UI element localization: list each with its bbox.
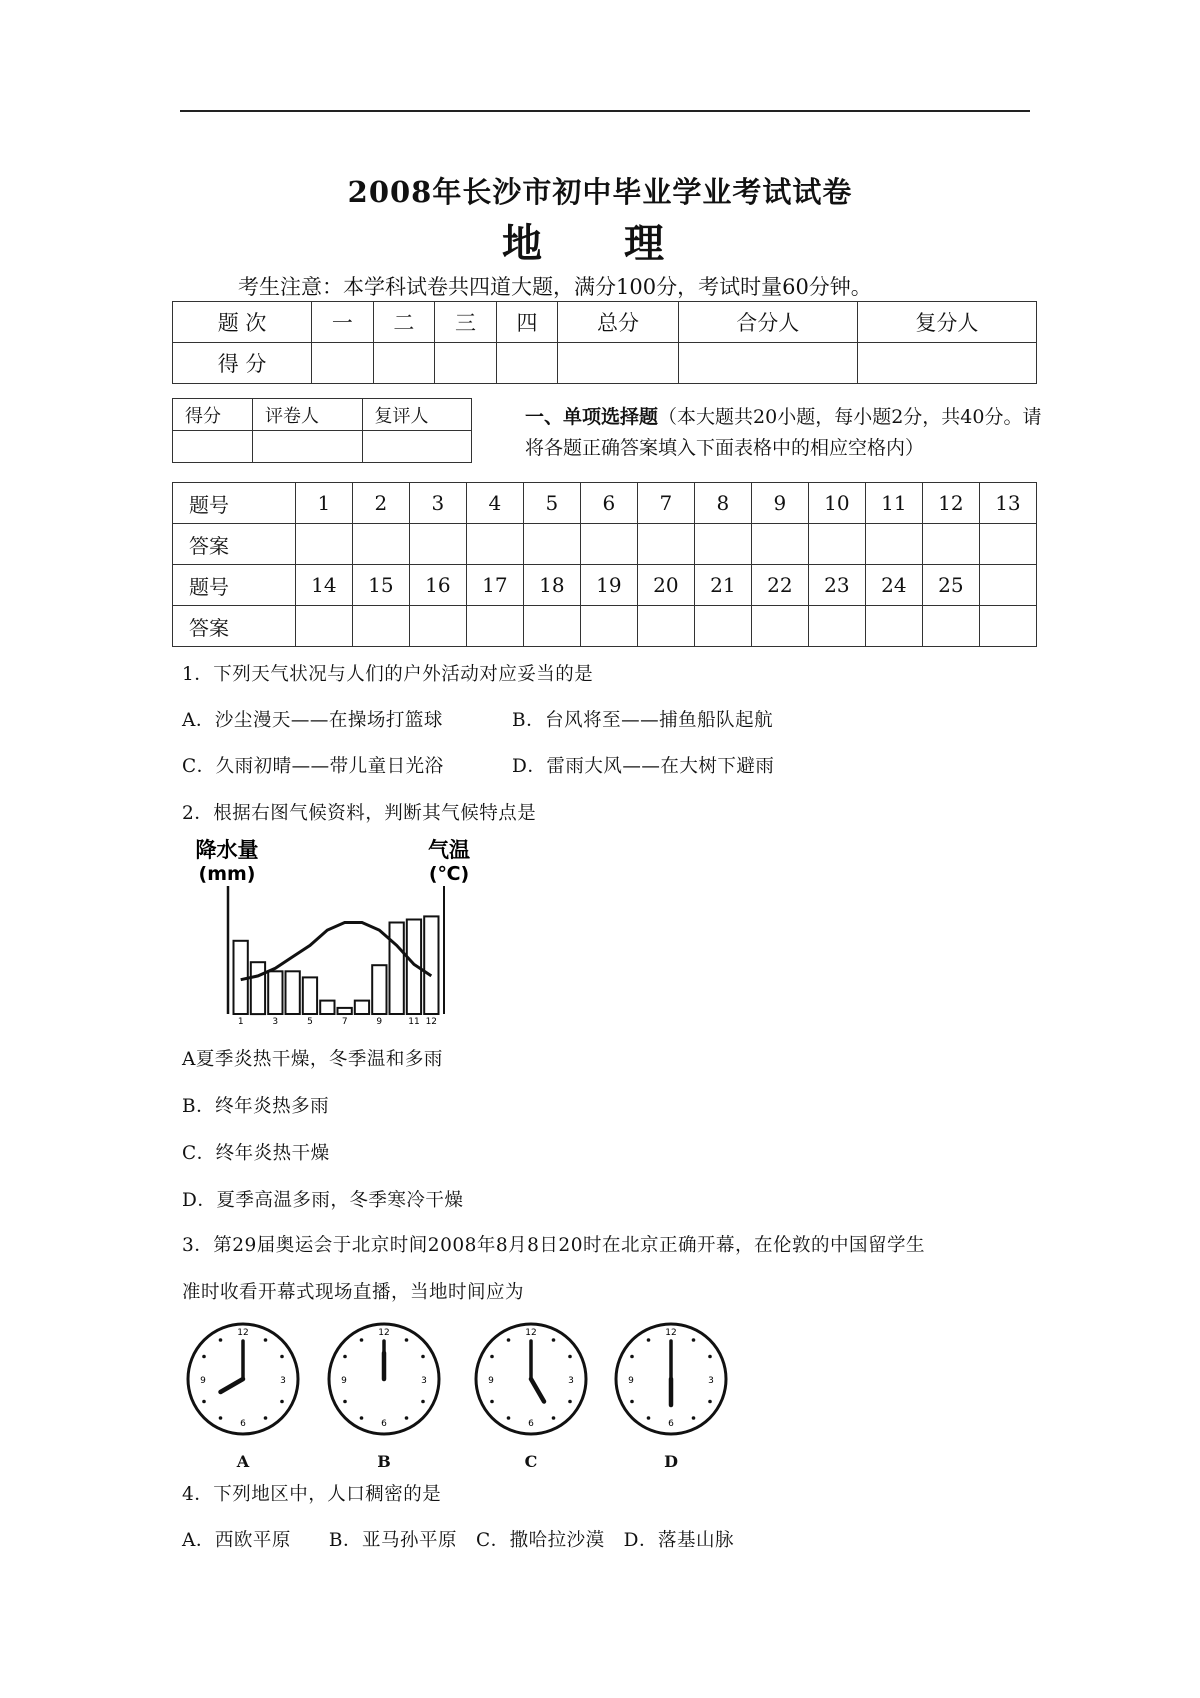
question-number: 11 [865, 483, 922, 524]
section-title: 一、单项选择题 [525, 406, 659, 428]
clock-hour-hand [531, 1379, 544, 1402]
score-row-label: 得 分 [173, 343, 312, 384]
clock-tick-dot [360, 1416, 364, 1420]
clock-tick-dot [421, 1400, 425, 1404]
precip-axis-title: 降水量 [195, 838, 259, 862]
question-number: 2 [352, 483, 409, 524]
precip-bar [320, 1001, 334, 1014]
clock-tick-dot [405, 1338, 409, 1342]
clock-numeral: 6 [381, 1419, 387, 1429]
score-cell[interactable] [312, 343, 374, 384]
q2-option-c: C．终年炎热干燥 [182, 1143, 330, 1164]
answer-row [173, 606, 1037, 647]
answer-cell[interactable] [922, 524, 979, 565]
q2-option-a: A夏季炎热干燥，冬季温和多雨 [182, 1049, 443, 1070]
question-number: 13 [979, 483, 1036, 524]
clock-tick-dot [202, 1355, 206, 1359]
clock-label: B [377, 1452, 391, 1471]
clock-tick-dot [630, 1400, 634, 1404]
clock-tick-dot [568, 1400, 572, 1404]
clock-face-icon [182, 1318, 304, 1440]
temperature-line [241, 923, 432, 980]
question-number: 16 [409, 565, 466, 606]
q3-stem-line1: 3．第29届奥运会于北京时间2008年8月8日20时在北京正确开幕，在伦敦的中国留学生 [182, 1235, 925, 1256]
answer-cell[interactable] [865, 524, 922, 565]
clock-tick-dot [692, 1416, 696, 1420]
clock-numeral: 12 [665, 1328, 677, 1338]
clock-tick-dot [552, 1416, 556, 1420]
answer-label: 答案 [173, 606, 296, 647]
clock-numeral: 12 [525, 1328, 537, 1338]
clock-tick-dot [490, 1400, 494, 1404]
grader-header-cell: 得分 [173, 399, 253, 431]
question-number: 10 [808, 483, 865, 524]
answer-cell[interactable] [637, 524, 694, 565]
clock-tick-dot [490, 1355, 494, 1359]
precip-bar [268, 971, 282, 1014]
question-number: 15 [352, 565, 409, 606]
clock-option-c[interactable] [470, 1318, 592, 1471]
grader-header-cell: 评卷人 [253, 399, 362, 431]
clock-tick-dot [552, 1338, 556, 1342]
clock-numeral: 3 [280, 1376, 286, 1386]
clock-tick-dot [692, 1338, 696, 1342]
answer-cell[interactable] [808, 524, 865, 565]
clock-numeral: 6 [240, 1419, 246, 1429]
score-table [172, 301, 1037, 384]
question-number: 3 [409, 483, 466, 524]
clock-numeral: 6 [668, 1419, 674, 1429]
number-label: 题号 [173, 565, 296, 606]
score-cell[interactable] [558, 343, 678, 384]
clock-numeral: 3 [421, 1376, 427, 1386]
answer-cell[interactable] [523, 524, 580, 565]
clock-tick-dot [280, 1400, 284, 1404]
answer-cell[interactable] [979, 606, 1036, 647]
clock-numeral: 12 [237, 1328, 249, 1338]
clock-option-b[interactable] [323, 1318, 445, 1471]
score-cell[interactable] [857, 343, 1036, 384]
temp-axis-unit: (℃) [428, 863, 470, 885]
answer-cell[interactable] [922, 606, 979, 647]
clock-tick-dot [647, 1338, 651, 1342]
answer-cell[interactable] [352, 524, 409, 565]
grader-header-cell: 复评人 [362, 399, 471, 431]
answer-cell[interactable] [523, 606, 580, 647]
clock-label: C [524, 1452, 538, 1471]
answer-cell[interactable] [751, 606, 808, 647]
q2-option-d: D．夏季高温多雨，冬季寒冷干燥 [182, 1190, 464, 1211]
grader-table-row [173, 399, 472, 431]
q3-stem-line2: 准时收看开幕式现场直播，当地时间应为 [182, 1282, 525, 1303]
score-header-cell: 复分人 [857, 302, 1036, 343]
question-number: 22 [751, 565, 808, 606]
answer-cell[interactable] [580, 524, 637, 565]
subject-title: 地 理 [502, 220, 698, 267]
precip-bar [424, 916, 438, 1014]
clock-option-d[interactable] [610, 1318, 732, 1471]
clock-tick-dot [343, 1400, 347, 1404]
answer-cell[interactable] [352, 606, 409, 647]
answer-cell[interactable] [808, 606, 865, 647]
clock-face-icon [610, 1318, 732, 1440]
clock-tick-dot [708, 1400, 712, 1404]
clock-tick-dot [708, 1355, 712, 1359]
clock-tick-dot [202, 1400, 206, 1404]
answer-cell[interactable] [409, 606, 466, 647]
q4-options: A．西欧平原 B．亚马孙平原 C．撒哈拉沙漠 D．落基山脉 [182, 1530, 734, 1551]
month-tick-label: 5 [307, 1017, 313, 1024]
answer-cell[interactable] [466, 524, 523, 565]
score-cell[interactable] [496, 343, 558, 384]
question-number [979, 565, 1036, 606]
q1-option-b: B．台风将至——捕鱼船队起航 [512, 710, 774, 731]
clock-tick-dot [360, 1338, 364, 1342]
month-tick-label: 11 [408, 1017, 420, 1024]
clock-tick-dot [405, 1416, 409, 1420]
answer-cell[interactable] [865, 606, 922, 647]
precip-axis-unit: (mm) [198, 863, 256, 885]
clock-tick-dot [264, 1416, 268, 1420]
precip-bar [338, 1008, 352, 1014]
answer-label: 答案 [173, 524, 296, 565]
answer-cell[interactable] [295, 524, 352, 565]
clock-numeral: 6 [528, 1419, 534, 1429]
precip-bar [355, 1001, 369, 1014]
question-number: 21 [694, 565, 751, 606]
q2-option-b: B．终年炎热多雨 [182, 1096, 330, 1117]
score-header-cell: 合分人 [678, 302, 857, 343]
answer-row [173, 524, 1037, 565]
question-number: 17 [466, 565, 523, 606]
clock-face-icon [470, 1318, 592, 1440]
score-header-cell: 一 [312, 302, 374, 343]
answer-cell[interactable] [580, 606, 637, 647]
exam-title: 2008年长沙市初中毕业学业考试试卷 [347, 175, 853, 209]
clock-numeral: 3 [708, 1376, 714, 1386]
q1-stem: 1．下列天气状况与人们的户外活动对应妥当的是 [182, 664, 594, 685]
question-number: 18 [523, 565, 580, 606]
answer-cell[interactable] [637, 606, 694, 647]
clock-numeral: 9 [200, 1376, 206, 1386]
month-tick-label: 12 [425, 1017, 438, 1024]
month-tick-label: 3 [272, 1017, 279, 1024]
score-cell[interactable] [678, 343, 857, 384]
month-tick-label: 7 [341, 1017, 348, 1024]
question-number: 1 [295, 483, 352, 524]
score-table-row [173, 343, 1037, 384]
question-number: 8 [694, 483, 751, 524]
answer-number-row [173, 565, 1037, 606]
clock-option-a[interactable] [182, 1318, 304, 1471]
clock-tick-dot [421, 1355, 425, 1359]
month-tick-label: 1 [237, 1017, 244, 1024]
clock-tick-dot [507, 1416, 511, 1420]
answer-number-row [173, 483, 1037, 524]
score-header-cell: 四 [496, 302, 558, 343]
precip-bar [372, 965, 386, 1014]
clock-face-icon [323, 1318, 445, 1440]
q4-stem: 4．下列地区中，人口稠密的是 [182, 1484, 442, 1505]
question-number: 24 [865, 565, 922, 606]
clock-numeral: 9 [628, 1376, 634, 1386]
answer-cell[interactable] [466, 606, 523, 647]
clock-numeral: 3 [568, 1376, 574, 1386]
answer-cell[interactable] [409, 524, 466, 565]
score-table-row [173, 302, 1037, 343]
clock-tick-dot [219, 1338, 223, 1342]
answer-table [172, 482, 1037, 647]
answer-cell[interactable] [979, 524, 1036, 565]
section-heading [525, 402, 1055, 464]
clock-label: A [236, 1452, 250, 1471]
q1-option-c: C．久雨初晴——带儿童日光浴 [182, 756, 444, 777]
question-number: 19 [580, 565, 637, 606]
question-number: 7 [637, 483, 694, 524]
answer-cell[interactable] [694, 524, 751, 565]
question-number: 5 [523, 483, 580, 524]
question-number: 4 [466, 483, 523, 524]
clock-tick-dot [507, 1338, 511, 1342]
score-header-cell: 二 [373, 302, 435, 343]
section-description: （本大题共20小题，每小题2分，共40分。请将各题正确答案填入下面表格中的相应空格内） [525, 406, 1042, 459]
clock-numeral: 12 [378, 1328, 390, 1338]
clock-label: D [664, 1452, 678, 1471]
top-rule [180, 110, 1030, 112]
climate-chart [182, 836, 494, 1024]
number-label: 题号 [173, 483, 296, 524]
clock-hour-hand [221, 1379, 244, 1392]
clock-tick-dot [647, 1416, 651, 1420]
clock-tick-dot [343, 1355, 347, 1359]
q1-option-a: A．沙尘漫天——在操场打篮球 [182, 710, 443, 731]
score-header-cell: 总分 [558, 302, 678, 343]
clock-tick-dot [630, 1355, 634, 1359]
grader-cell[interactable] [173, 431, 253, 463]
precip-bar [286, 971, 300, 1014]
clock-tick-dot [568, 1355, 572, 1359]
answer-cell[interactable] [295, 606, 352, 647]
temp-axis-title: 气温 [428, 838, 470, 862]
clock-tick-dot [219, 1416, 223, 1420]
score-cell[interactable] [435, 343, 497, 384]
exam-notice: 考生注意：本学科试卷共四道大题，满分100分，考试时量60分钟。 [238, 275, 872, 299]
question-number: 14 [295, 565, 352, 606]
score-header-cell: 三 [435, 302, 497, 343]
question-number: 20 [637, 565, 694, 606]
question-number: 12 [922, 483, 979, 524]
precip-bar [390, 923, 404, 1015]
clock-numeral: 9 [488, 1376, 494, 1386]
question-number: 6 [580, 483, 637, 524]
question-number: 9 [751, 483, 808, 524]
clock-numeral: 9 [341, 1376, 347, 1386]
month-tick-label: 9 [376, 1017, 383, 1024]
answer-cell[interactable] [694, 606, 751, 647]
clock-tick-dot [280, 1355, 284, 1359]
q2-stem: 2．根据右图气候资料，判断其气候特点是 [182, 803, 537, 824]
precip-bar [251, 962, 265, 1014]
grader-cell[interactable] [253, 431, 362, 463]
grader-cell[interactable] [362, 431, 471, 463]
score-cell[interactable] [373, 343, 435, 384]
score-header-cell: 题 次 [173, 302, 312, 343]
question-number: 23 [808, 565, 865, 606]
answer-cell[interactable] [751, 524, 808, 565]
clock-tick-dot [264, 1338, 268, 1342]
precip-bar [303, 977, 317, 1014]
q1-option-d: D．雷雨大风——在大树下避雨 [512, 756, 775, 777]
question-number: 25 [922, 565, 979, 606]
grader-table [172, 398, 472, 463]
grader-table-row [173, 431, 472, 463]
